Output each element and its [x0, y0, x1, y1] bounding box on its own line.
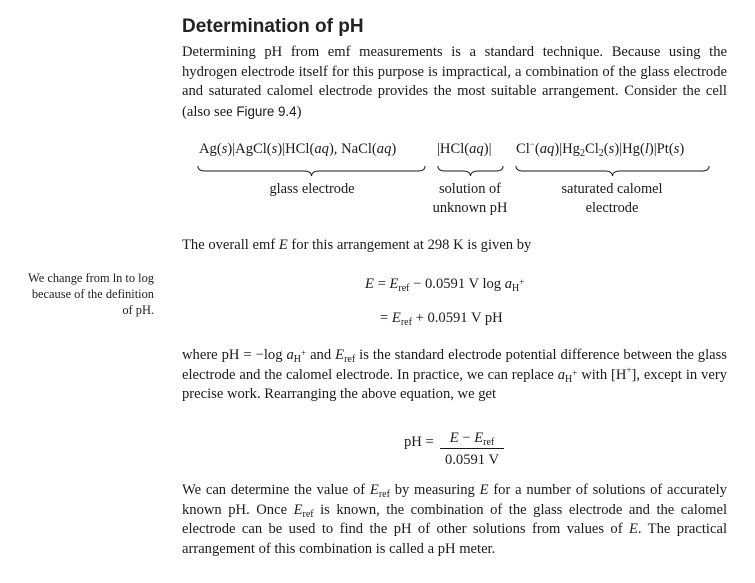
intro-paragraph: Determining pH from emf measurements is a standard technique. Because using the hydrogen electrode itself for this purpose is impractical, a combination of the glass electrode and saturated calomel electrode provides the most suitable arrangement. Consider the cell (also see Figure 9.4): [182, 44, 727, 120]
intro-text: Determining pH from emf measurements is a standard technique. Because using the hydrogen electrode itself for this purpose is impractical, a combination of the glass electrode and saturated calomel electrode provides the most suitable arrangement. Consider the cell (also see: [182, 44, 727, 120]
section-heading: Determination of pH: [182, 16, 364, 37]
cell-part-solution: |HCl(aq)|: [437, 141, 492, 157]
cell-part-calomel-electrode: $Cl^-(aq)|Hg_2Cl_2(s)|Hg(l)|Pt(s)$: [516, 139, 685, 159]
fraction-bar: [440, 448, 504, 449]
fraction-denominator: 0.0591 V: [444, 452, 500, 468]
where-paragraph: where pH = −log $a_{H^+}$ and $E_{ref}$ is the standard electrode potential difference between the glass electrode and the calomel electrode. In practice, we can replace $a_{H^+}$ with [H+], except in very precise work. Rearranging the above equation, we get: [182, 347, 727, 402]
overall-emf-sentence: The overall emf E for this arrangement at 298 K is given by: [182, 237, 532, 253]
figure-reference[interactable]: Figure 9.4: [236, 103, 297, 119]
margin-note: We change from ln to log because of the definition of pH.: [28, 271, 154, 317]
equation-1: $E = E_{ref} - 0.0591$ V $\log a_{H^+}$: [365, 276, 525, 294]
underbrace-glass-electrode: [197, 165, 426, 177]
underbrace-calomel-electrode: [515, 165, 710, 177]
label-solution: solution of unknown pH: [432, 181, 508, 216]
label-calomel-electrode: saturated calomel electrode: [561, 181, 663, 216]
fraction-numerator: $E - E_{ref}$: [449, 430, 495, 448]
equation-3-fraction: [440, 428, 504, 469]
final-paragraph: We can determine the value of $E_{ref}$ by measuring E for a number of solutions of accurately known pH. Once $E_{ref}$ is known, the combination of the glass electrode and the calomel electrode can be used to find the pH of other solutions from values of E. The practical arrangement of this combination is called a pH meter.: [182, 482, 728, 557]
equation-3-lhs: pH =: [404, 434, 434, 450]
label-glass-electrode: glass electrode: [269, 181, 355, 197]
equation-2: = $E_{ref} + 0.0591$ V pH: [380, 310, 503, 328]
underbrace-solution: [437, 165, 504, 177]
cell-part-glass-electrode: Ag(s)|AgCl(s)|HCl(aq), NaCl(aq): [199, 141, 397, 157]
